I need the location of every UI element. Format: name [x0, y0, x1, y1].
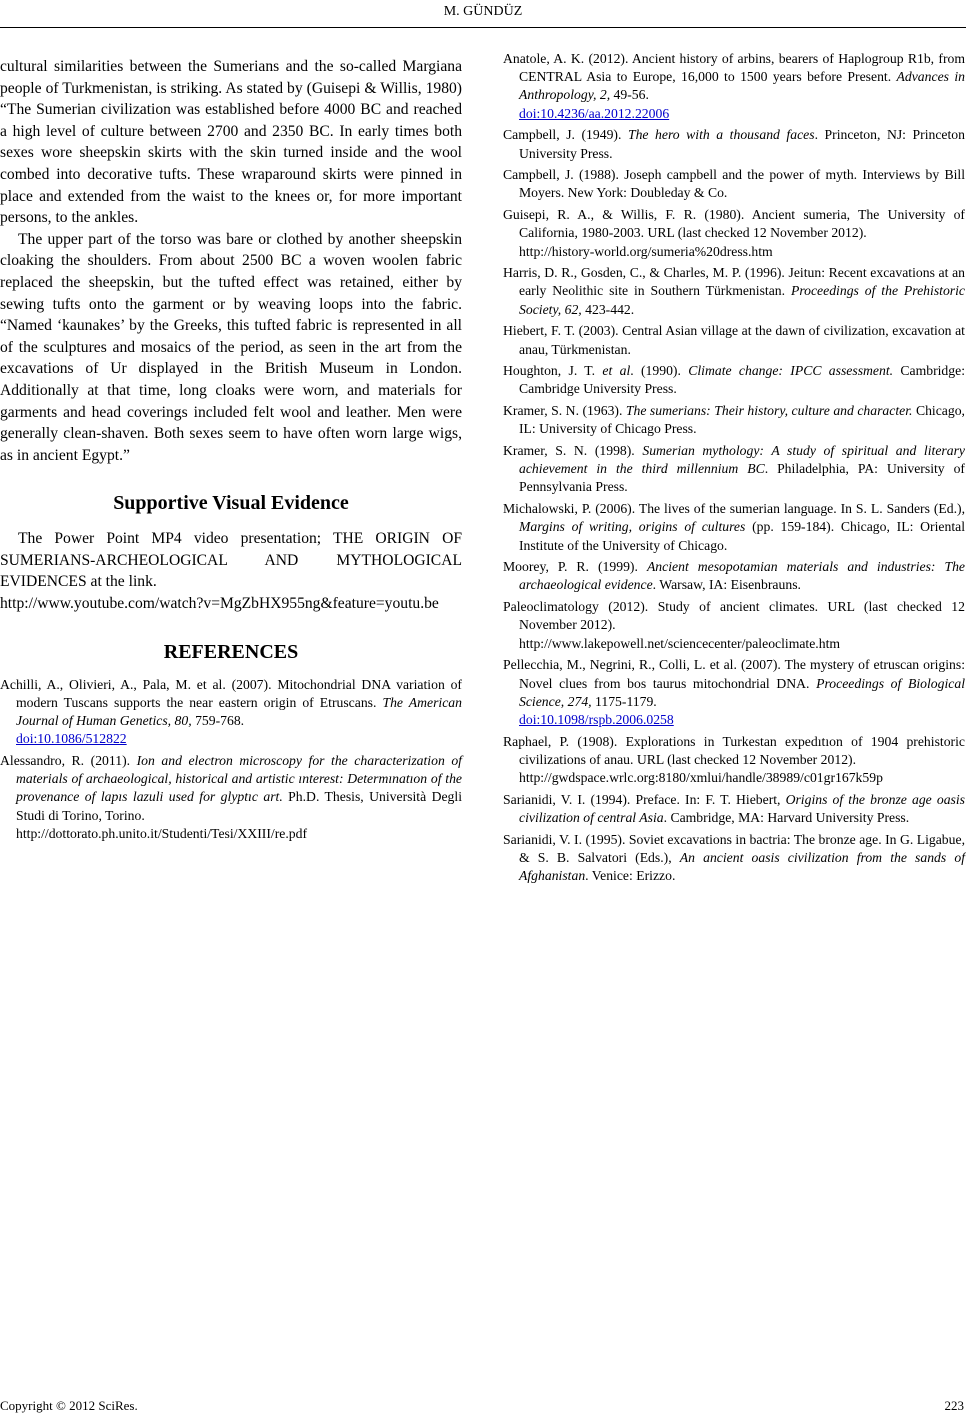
reference-italic: Climate change: IPCC assessment.	[688, 363, 894, 379]
reference-text: . (1990).	[630, 363, 689, 379]
reference-entry	[503, 362, 965, 398]
body-paragraph: cultural similarities between the Sumerians and the so-called Margiana people of Turkmenistan, is striking. As stated by (Guisepi & Willis, 1980) “The Sumerian civilization was established before 4000 BC and reached a high level of culture between 2700 and 2350 BC. In early times both sexes wore sheepskin skirts with the skin turned inside and the wool combed into decorative tufts. These wraparound skirts were pinned in place and extended from the waist to the knees or, for more important persons, to the ankles.	[0, 58, 462, 227]
reference-text: Kramer, S. N. (1963).	[503, 403, 626, 419]
reference-text: (pp. 159-184). Chicago, IL: Oriental Institute of the University of Chicago.	[519, 519, 965, 553]
reference-text: Ph.D. Thesis, Università Degli Studi di Torino, Torino.	[16, 789, 462, 823]
reference-text: Cambridge: Cambridge University Press.	[519, 363, 966, 397]
reference-entry	[503, 264, 965, 319]
reference-text: 423-442.	[581, 301, 635, 317]
reference-text: . Warsaw, IA: Eisenbrauns.	[652, 577, 801, 593]
reference-url[interactable]: http://gwdspace.wrlc.org:8180/xmlui/handle/38989/c01gr167k59p	[519, 770, 883, 786]
footer-copyright: Copyright © 2012 SciRes.	[0, 1398, 138, 1413]
reference-text: Kramer, S. N. (1998).	[503, 443, 643, 459]
reference-url[interactable]: http://history-world.org/sumeria%20dress.htm	[519, 243, 773, 259]
reference-text: Guisepi, R. A., & Willis, F. R. (1980). Ancient sumeria, The University of California, 1980-2003. URL (last checked 12 November 2012).	[503, 207, 965, 241]
header-rule	[0, 27, 966, 28]
reference-entry	[503, 831, 965, 886]
reference-italic: The American Journal of Human Genetics, 80,	[16, 694, 462, 729]
reference-entry	[503, 500, 965, 555]
reference-text: Pellecchia, M., Negrini, R., Colli, L. et al. (2007). The mystery of etruscan origins: Novel clues from bos taurus mitochondrial DNA.	[503, 657, 965, 691]
reference-entry	[503, 50, 965, 123]
reference-italic: et al	[602, 363, 631, 379]
reference-italic: Sumerian mythology: A study of spiritual and literary achievement in the third millennium BC	[519, 443, 965, 477]
running-header: M. GÜNDÜZ	[443, 4, 523, 19]
right-column	[503, 50, 965, 889]
reference-text: Sarianidi, V. I. (1995). Soviet excavations in bactria: The bronze age. In G. Ligabue, & S. B. Salvatori (Eds.),	[503, 831, 965, 865]
reference-text: . Venice: Erizzo.	[585, 868, 676, 884]
reference-entry	[503, 126, 965, 162]
reference-url[interactable]: http://dottorato.ph.unito.it/Studenti/Tesi/XXIII/re.pdf	[16, 825, 308, 841]
reference-text: Achilli, A., Olivieri, A., Pala, M. et al. (2007). Mitochondrial DNA variation of modern Tuscans supports the near eastern origin of Etruscans.	[0, 676, 462, 710]
doi-link[interactable]: doi:10.1098/rspb.2006.0258	[519, 711, 674, 727]
reference-entry	[503, 442, 965, 497]
reference-italic: Proceedings of Biological Science, 274,	[519, 675, 965, 709]
left-column	[0, 56, 462, 846]
reference-entry	[0, 752, 462, 843]
body-paragraph: The Power Point MP4 video presentation; THE ORIGIN OF SUMERIANS-ARCHEOLOGICAL AND MYTHOLOGICAL EVIDENCES at the link.	[0, 530, 462, 591]
reference-italic: The sumerians: Their history, culture and character.	[625, 403, 913, 419]
reference-text: Chicago, IL: University of Chicago Press.	[519, 403, 965, 437]
doi-link[interactable]: doi:10.1086/512822	[16, 731, 127, 747]
section-heading-visual-evidence: Supportive Visual Evidence	[113, 492, 349, 515]
reference-text: Harris, D. R., Gosden, C., & Charles, M. P. (1996). Jeitun: Recent excavations at an early Neolithic site in Southern Türkmenistan.	[503, 265, 965, 299]
page-number: 223	[944, 1398, 964, 1413]
reference-italic: Origins of the bronze age oasis civilization of central Asia	[519, 791, 965, 825]
reference-italic: Proceedings of the Prehistoric Society, 62,	[519, 283, 965, 317]
reference-text: . Cambridge, MA: Harvard University Press.	[663, 809, 910, 825]
reference-entry	[0, 676, 462, 749]
reference-list	[503, 50, 965, 885]
reference-entry	[503, 402, 965, 438]
reference-entry	[503, 733, 965, 788]
reference-italic: Margins of writing, origins of cultures	[519, 519, 746, 535]
reference-text: Moorey, P. R. (1999).	[503, 559, 647, 575]
reference-text: Houghton, J. T.	[503, 363, 603, 379]
reference-entry	[503, 206, 965, 261]
reference-italic: An ancient oasis civilization from the sands of Afghanistan	[519, 849, 965, 884]
reference-text: Campbell, J. (1949).	[503, 127, 628, 143]
reference-text: Sarianidi, V. I. (1994). Preface. In: F. T. Hiebert,	[503, 791, 786, 807]
reference-text: Hiebert, F. T. (2003). Central Asian village at the dawn of civilization, excavation at anau, Türkmenistan.	[503, 323, 965, 357]
reference-text: Raphael, P. (1908). Explorations in Turkestan expedıtıon of 1904 prehistoric civilizations of anau. URL (last checked 12 November 2012).	[503, 733, 965, 767]
doi-link[interactable]: doi:10.4236/aa.2012.22006	[519, 105, 670, 121]
reference-text: Alessandro, R. (2011).	[0, 752, 137, 768]
reference-text: Michalowski, P. (2006). The lives of the sumerian language. In S. L. Sanders (Ed.),	[503, 501, 965, 517]
reference-italic: The hero with a thousand faces	[627, 127, 815, 143]
reference-entry	[503, 598, 965, 653]
reference-text: Paleoclimatology (2012). Study of ancient climates. URL (last checked 12 November 2012).	[503, 599, 965, 633]
reference-entry	[503, 656, 965, 729]
reference-entry	[503, 322, 965, 358]
reference-entry	[503, 558, 965, 594]
reference-entry	[503, 791, 965, 827]
reference-italic: Ancient mesopotamian materials and industries: The archaeological evidence	[519, 559, 966, 593]
reference-italic: Advances in Anthropology, 2,	[519, 69, 965, 103]
reference-text: 759-768.	[191, 713, 245, 729]
reference-text: . Princeton, NJ: Princeton University Press.	[519, 127, 965, 161]
reference-text: . Philadelphia, PA: University of Pennsylvania Press.	[519, 461, 965, 495]
reference-text: 1175-1179.	[591, 693, 657, 709]
section-heading-references: REFERENCES	[163, 640, 299, 663]
body-paragraph: The upper part of the torso was bare or clothed by another sheepskin cloaking the shoulders. From about 2500 BC a woven woolen fabric replaced the sheepskin, but the tufted effect was retained, either by sewing tufts onto the garment or by weaving loops into the fabric. “Named ‘kaunakes’ by the Greeks, this tufted fabric is represented in all of the sculptures and mosaics of the period, as seen in the art from the excavations of Ur displayed in the British Museum in London. Additionally at that time, long cloaks were worn, and materials for garments and head coverings included felt wool and leather. Men were generally clean-shaven. Both sexes seem to have often worn large wigs, as in ancient Egypt.”	[0, 230, 462, 464]
reference-url[interactable]: http://www.lakepowell.net/sciencecenter/paleoclimate.htm	[519, 635, 841, 651]
reference-text: Campbell, J. (1988). Joseph campbell and the power of myth. Interviews by Bill Moyers. New York: Doubleday & Co.	[503, 167, 965, 201]
reference-text: 49-56.	[610, 87, 649, 103]
reference-entry	[503, 166, 965, 202]
reference-list	[0, 676, 462, 843]
reference-italic: Ion and electron microscopy for the characterization of materials of archaeological, historical and artistic ınterest: Determınatıon of the provenance of lapıs lazuli used for glyptıc art.	[16, 752, 462, 805]
video-link[interactable]: http://www.youtube.com/watch?v=MgZbHX955ng&feature=youtu.be	[0, 595, 439, 613]
reference-text: Anatole, A. K. (2012). Ancient history of arbins, bearers of Haplogroup R1b, from CENTRAL Asia to Europe, 16,000 to 1500 years before Present.	[503, 51, 965, 85]
